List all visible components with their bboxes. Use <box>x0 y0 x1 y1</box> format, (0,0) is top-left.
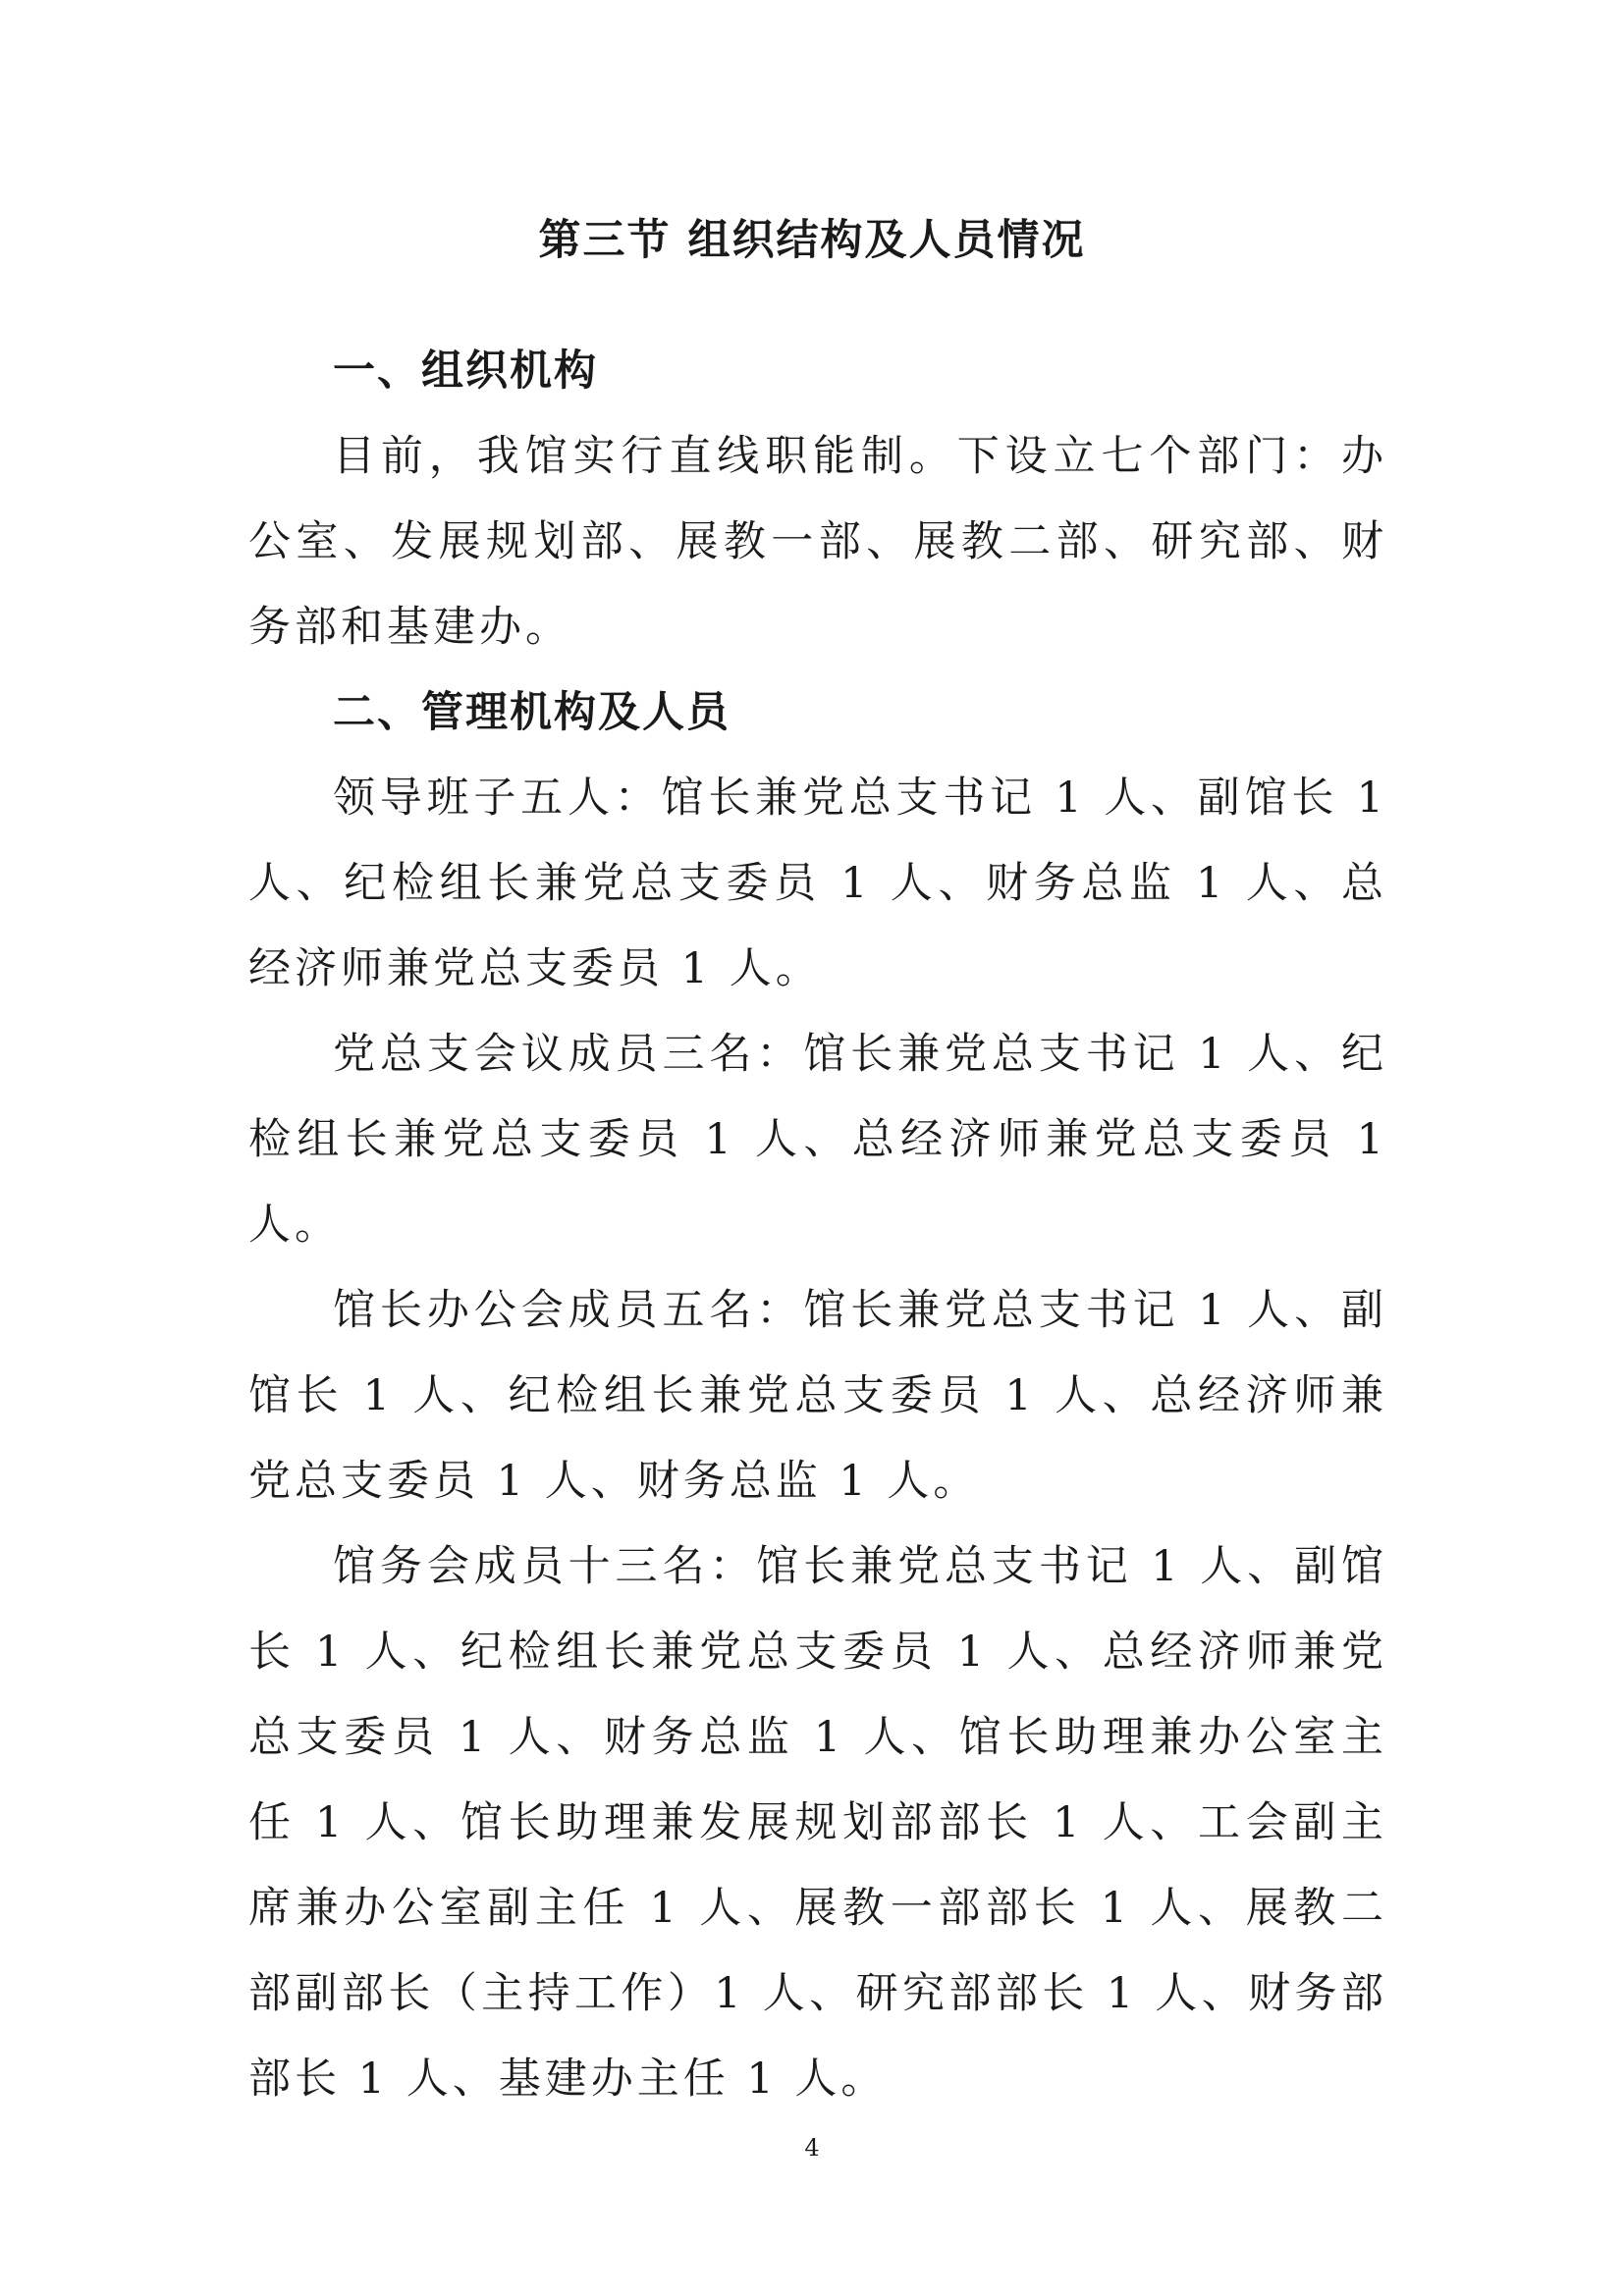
paragraph-director-office: 馆长办公会成员五名：馆长兼党总支书记 1 人、副馆长 1 人、纪检组长兼党总支委员 1 人、总经济师兼党总支委员 1 人、财务总监 1 人。 <box>248 1286 1387 1506</box>
paragraph-party-branch: 党总支会议成员三名：馆长兼党总支书记 1 人、纪检组长兼党总支委员 1 人、总经济师兼党总支委员 1 人。 <box>248 1030 1387 1250</box>
paragraph-departments: 目前，我馆实行直线职能制。下设立七个部门：办公室、发展规划部、展教一部、展教二部、研究部、财务部和基建办。 <box>248 432 1387 652</box>
section-title: 第三节 组织结构及人员情况 <box>538 216 1086 265</box>
paragraph-affairs-council: 馆务会成员十三名：馆长兼党总支书记 1 人、副馆长 1 人、纪检组长兼党总支委员 1 人、总经济师兼党总支委员 1 人、财务总监 1 人、馆长助理兼办公室主任 1 人、馆长助理兼发展规划部部长 1 人、工会副主席兼办公室副主任 1 人、展教一部部长 1 人、展教二部副部长（主持工作）1 人、研究部部长 1 人、财务部部长 1 人、基建办主任 1 人。 <box>248 1542 1387 2104</box>
heading-management: 二、管理机构及人员 <box>333 688 731 737</box>
page-number: 4 <box>804 2134 820 2162</box>
paragraph-leadership: 领导班子五人：馆长兼党总支书记 1 人、副馆长 1 人、纪检组长兼党总支委员 1 人、财务总监 1 人、总经济师兼党总支委员 1 人。 <box>248 774 1387 993</box>
heading-organization: 一、组织机构 <box>333 347 598 396</box>
document-body <box>248 329 1387 2122</box>
